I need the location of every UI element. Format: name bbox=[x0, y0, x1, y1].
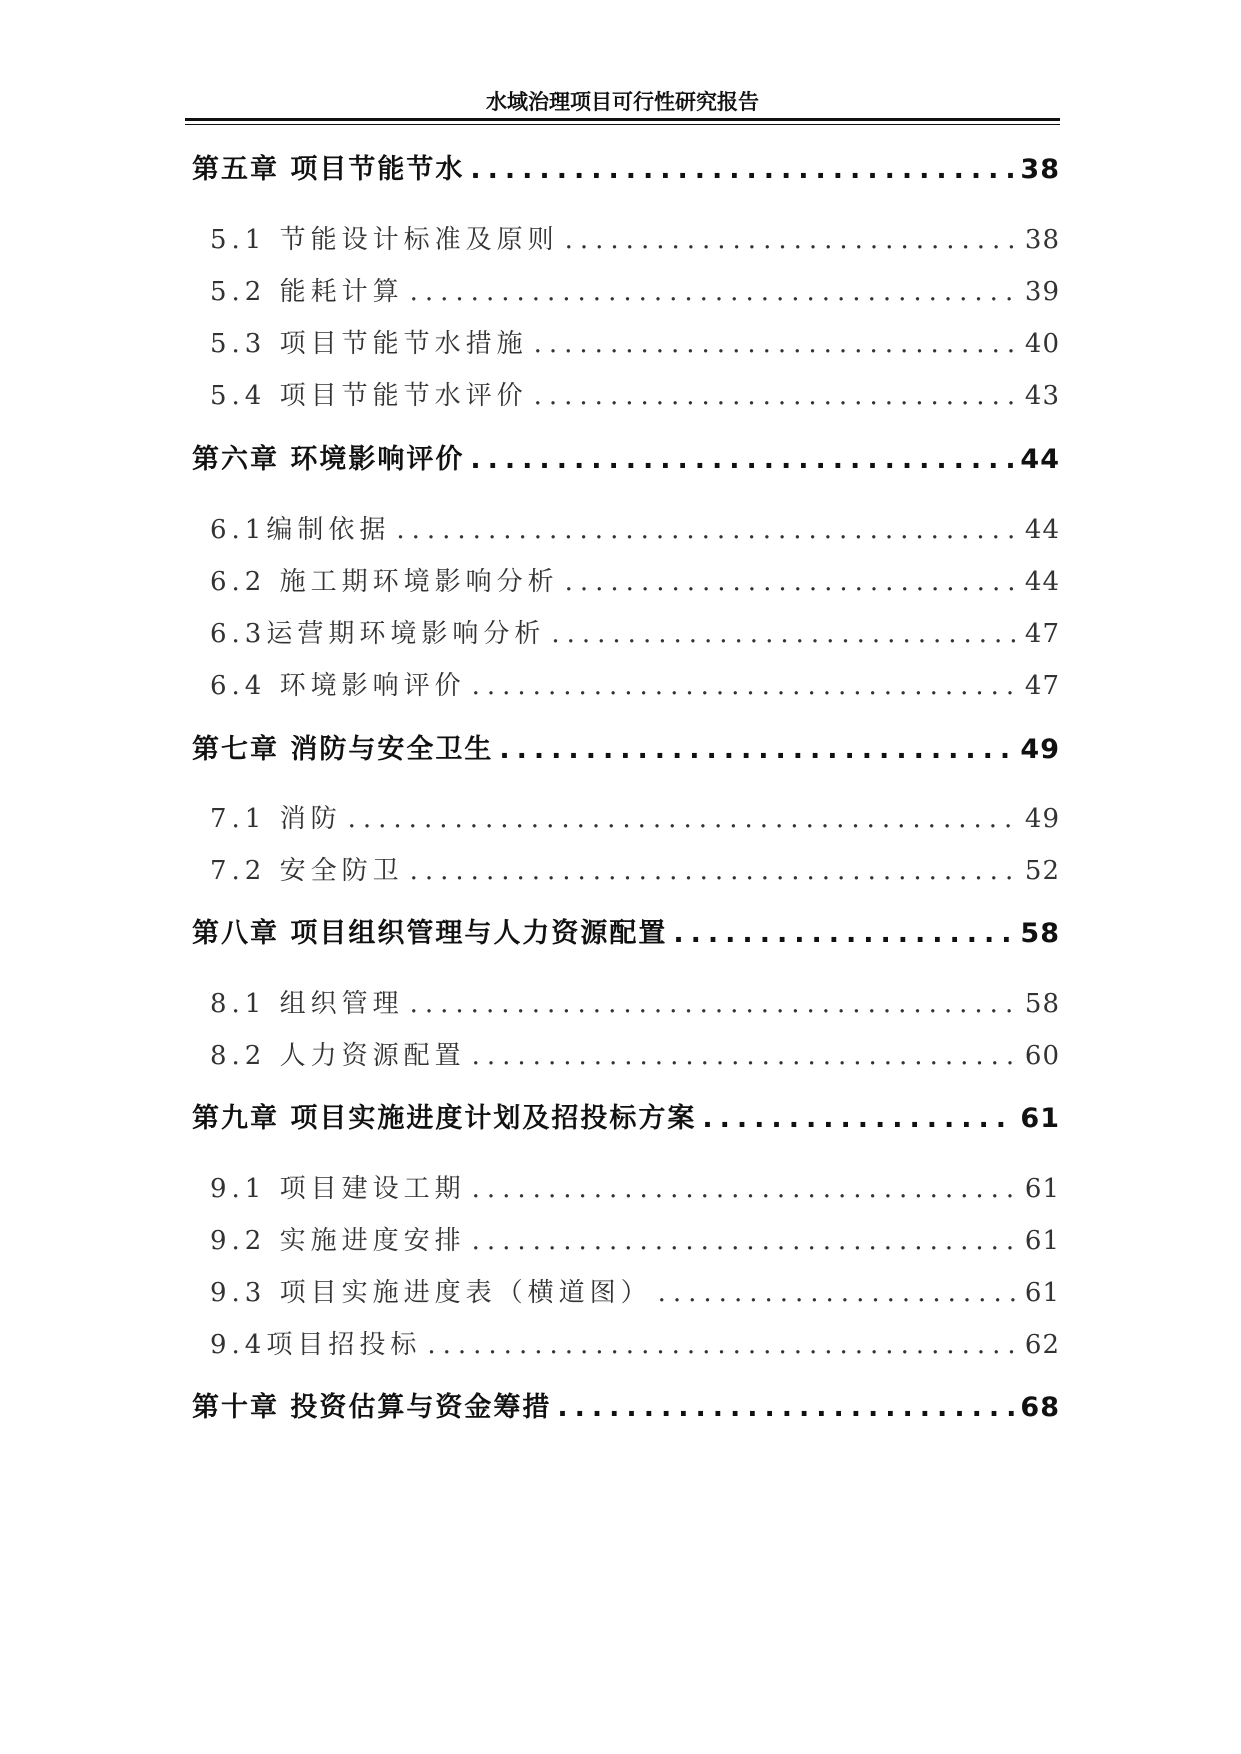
toc-entry-label: 6.4 环境影响评价 bbox=[210, 671, 466, 701]
dot-leader bbox=[470, 444, 1014, 475]
toc-page-number: 61 bbox=[1024, 1278, 1060, 1308]
toc-page-number: 38 bbox=[1020, 154, 1060, 185]
dot-leader bbox=[410, 856, 1019, 886]
dot-leader bbox=[534, 329, 1019, 359]
toc-entry-label: 6.3运营期环境影响分析 bbox=[210, 619, 546, 649]
toc-page-number: 60 bbox=[1024, 1041, 1060, 1071]
dot-leader bbox=[472, 671, 1019, 701]
toc-chapter-10[interactable] bbox=[192, 1385, 1060, 1424]
toc-entry-label: 9.3 项目实施进度表（横道图） bbox=[210, 1278, 652, 1308]
toc-page-number: 44 bbox=[1024, 567, 1060, 597]
toc-entry-label: 第五章 项目节能节水 bbox=[192, 154, 465, 185]
toc-entry-label: 9.2 实施进度安排 bbox=[210, 1226, 466, 1256]
dot-leader bbox=[658, 1278, 1019, 1308]
toc-section-8-1[interactable] bbox=[210, 983, 1060, 1020]
toc-page-number: 62 bbox=[1024, 1330, 1060, 1360]
dot-leader bbox=[470, 154, 1014, 185]
toc-section-6-4[interactable] bbox=[210, 665, 1060, 702]
toc-section-9-3[interactable] bbox=[210, 1272, 1060, 1309]
toc-entry-label: 第十章 投资估算与资金筹措 bbox=[192, 1392, 552, 1423]
dot-leader bbox=[534, 381, 1019, 411]
toc-page-number: 68 bbox=[1020, 1392, 1060, 1423]
toc-entry-label: 第九章 项目实施进度计划及招投标方案 bbox=[192, 1103, 697, 1134]
toc-page-number: 40 bbox=[1024, 329, 1060, 359]
toc-section-7-1[interactable] bbox=[210, 798, 1060, 835]
running-header-title: 水域治理项目可行性研究报告 bbox=[486, 90, 759, 114]
toc-page-number: 43 bbox=[1024, 381, 1060, 411]
toc-page-number: 61 bbox=[1024, 1226, 1060, 1256]
dot-leader bbox=[396, 515, 1019, 545]
toc-section-9-2[interactable] bbox=[210, 1220, 1060, 1257]
toc-section-5-1[interactable] bbox=[210, 219, 1060, 256]
toc-section-5-3[interactable] bbox=[210, 323, 1060, 360]
toc-chapter-7[interactable] bbox=[192, 727, 1060, 766]
toc-section-9-4[interactable] bbox=[210, 1324, 1060, 1361]
toc-page-number: 44 bbox=[1020, 444, 1060, 475]
toc-page-number: 47 bbox=[1024, 671, 1060, 701]
toc-entry-label: 第八章 项目组织管理与人力资源配置 bbox=[192, 918, 668, 949]
toc-section-6-2[interactable] bbox=[210, 561, 1060, 598]
dot-leader bbox=[557, 1392, 1014, 1423]
header-rule-thick bbox=[185, 118, 1060, 121]
dot-leader bbox=[348, 804, 1019, 834]
dot-leader bbox=[410, 989, 1019, 1019]
toc-entry-label: 5.2 能耗计算 bbox=[210, 277, 404, 307]
toc-entry-label: 6.1编制依据 bbox=[210, 515, 391, 545]
toc-entry-label: 6.2 施工期环境影响分析 bbox=[210, 567, 559, 597]
toc-chapter-6[interactable] bbox=[192, 437, 1060, 476]
toc-section-5-4[interactable] bbox=[210, 375, 1060, 412]
toc-entry-label: 8.2 人力资源配置 bbox=[210, 1041, 466, 1071]
toc-page-number: 49 bbox=[1024, 804, 1060, 834]
toc-chapter-8[interactable] bbox=[192, 911, 1060, 950]
toc-page-number: 61 bbox=[1024, 1174, 1060, 1204]
toc-section-6-1[interactable] bbox=[210, 509, 1060, 546]
dot-leader bbox=[472, 1226, 1019, 1256]
toc-section-9-1[interactable] bbox=[210, 1168, 1060, 1205]
dot-leader bbox=[551, 619, 1019, 649]
toc-page-number: 49 bbox=[1020, 734, 1060, 765]
toc-page-number: 39 bbox=[1024, 277, 1060, 307]
toc-section-5-2[interactable] bbox=[210, 271, 1060, 308]
toc-entry-label: 7.1 消防 bbox=[210, 804, 342, 834]
toc-chapter-5[interactable] bbox=[192, 147, 1060, 186]
dot-leader bbox=[499, 734, 1014, 765]
toc-page-number: 58 bbox=[1024, 989, 1060, 1019]
toc-page-number: 44 bbox=[1024, 515, 1060, 545]
toc-section-8-2[interactable] bbox=[210, 1035, 1060, 1072]
toc-page-number: 47 bbox=[1024, 619, 1060, 649]
dot-leader bbox=[472, 1041, 1019, 1071]
toc-entry-label: 5.4 项目节能节水评价 bbox=[210, 381, 528, 411]
toc-entry-label: 7.2 安全防卫 bbox=[210, 856, 404, 886]
dot-leader bbox=[410, 277, 1019, 307]
dot-leader bbox=[427, 1330, 1019, 1360]
toc-page-number: 61 bbox=[1020, 1103, 1060, 1134]
toc-entry-label: 8.1 组织管理 bbox=[210, 989, 404, 1019]
toc-entry-label: 第六章 环境影响评价 bbox=[192, 444, 465, 475]
dot-leader bbox=[565, 225, 1019, 255]
toc-entry-label: 5.1 节能设计标准及原则 bbox=[210, 225, 559, 255]
dot-leader bbox=[702, 1103, 1014, 1134]
toc-page-number: 38 bbox=[1024, 225, 1060, 255]
toc-chapter-9[interactable] bbox=[192, 1096, 1060, 1135]
toc-section-7-2[interactable] bbox=[210, 850, 1060, 887]
toc-entry-label: 9.4项目招投标 bbox=[210, 1330, 422, 1360]
toc-entry-label: 9.1 项目建设工期 bbox=[210, 1174, 466, 1204]
dot-leader bbox=[565, 567, 1019, 597]
toc-entry-label: 5.3 项目节能节水措施 bbox=[210, 329, 528, 359]
toc-page-number: 52 bbox=[1024, 856, 1060, 886]
toc-entry-label: 第七章 消防与安全卫生 bbox=[192, 734, 494, 765]
dot-leader bbox=[472, 1174, 1019, 1204]
toc-section-6-3[interactable] bbox=[210, 613, 1060, 650]
header-rule-thin bbox=[185, 124, 1060, 125]
toc-page-number: 58 bbox=[1020, 918, 1060, 949]
dot-leader bbox=[673, 918, 1014, 949]
